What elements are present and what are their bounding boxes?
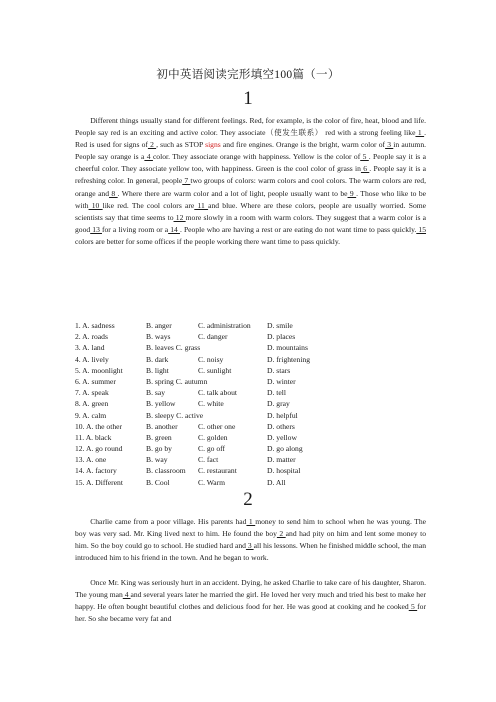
option-b: B. Cool <box>146 477 170 487</box>
option-c: C. danger <box>198 332 228 342</box>
option-c: C. other one <box>198 421 236 431</box>
option-row <box>75 443 426 454</box>
blank-7: 7 <box>182 176 191 186</box>
option-d: D. frightening <box>267 354 311 364</box>
option-b: B. way <box>146 455 168 465</box>
option-d: D. go along <box>267 444 303 454</box>
option-b: B. green <box>146 432 172 442</box>
option-d: D. places <box>267 332 296 342</box>
blank-8: 8 <box>109 188 118 198</box>
option-d: D. tell <box>267 388 286 398</box>
blank-1: 1 <box>415 128 425 138</box>
option-a: 2. A. roads <box>75 332 108 342</box>
passage-text: in autumn. People say orange is a <box>75 140 427 162</box>
passage-text: . Red is used for signs of <box>75 128 427 150</box>
passage-text: and had pity on him and lent some money to him. So the boy could go to school. He studied hard and <box>75 529 426 551</box>
option-c: C. fact <box>198 455 219 465</box>
option-b: B. classroom <box>146 466 186 476</box>
option-b: B. spring C. autumn <box>146 376 208 386</box>
option-b: B. another <box>146 421 178 431</box>
passage-text: money to send him to school when he was young. The boy was very sad. Mr. King lived next to him. He found the boy <box>75 517 426 539</box>
option-c: C. white <box>198 399 224 409</box>
blank-3: 3 <box>385 140 394 150</box>
blank-5: 5 <box>360 152 369 162</box>
option-d: D. stars <box>267 365 291 375</box>
option-row <box>75 320 426 331</box>
option-a: 6. A. summer <box>75 376 116 386</box>
option-b: B. ways <box>146 332 171 342</box>
blank-4: 4 <box>144 152 153 162</box>
option-b: B. go by <box>146 444 172 454</box>
blank-11: 11 <box>194 200 209 210</box>
option-c: C. sunlight <box>198 365 232 375</box>
blank-10: 10 <box>88 200 103 210</box>
passage-text: and several years later he married the girl. He loved her very much and tried his best to make her happy. He often bought beautiful clothes and delicious food for her. He was good at cooking and he cooked <box>75 590 426 612</box>
passage-text: . Where there are warm color and a lot of light, people usually want to be <box>117 188 348 198</box>
option-row <box>75 376 426 387</box>
option-b: B. yellow <box>146 399 176 409</box>
option-a: 3. A. land <box>75 343 105 353</box>
option-a: 4. A. lively <box>75 354 109 364</box>
passage-text: . Those who like to be with <box>75 188 427 210</box>
option-c: C. Warm <box>198 477 226 487</box>
option-b: B. light <box>146 365 169 375</box>
blank-2: 2 <box>147 140 157 150</box>
option-c: C. go off <box>198 444 226 454</box>
passage-text: , such as STOP <box>156 140 206 150</box>
blank-13: 13 <box>90 224 102 234</box>
option-c: C. noisy <box>198 354 224 364</box>
section-number: 2 <box>243 489 253 510</box>
option-d: D. hospital <box>267 466 301 476</box>
option-row <box>75 365 426 376</box>
option-row <box>75 432 426 443</box>
option-c: C. administration <box>198 321 251 330</box>
highlighted-word: signs <box>205 140 221 150</box>
option-d: D. yellow <box>267 432 297 442</box>
blank-14: 14 <box>168 224 180 234</box>
option-row <box>75 454 426 465</box>
passage-text: Different things usually stand for different feelings. Red, for example, is the color of fire, heat, blood and life. People say red is an exciting and active color. They associate（使发生联系） red with a strong feeling like <box>75 116 426 138</box>
option-row <box>75 331 426 342</box>
option-c: C. golden <box>198 432 228 442</box>
option-row <box>75 354 426 365</box>
option-d: D. helpful <box>267 410 298 420</box>
option-a: 7. A. speak <box>75 388 109 398</box>
option-a: 12. A. go round <box>75 444 123 454</box>
passage-text: more slowly in a room with warm colors. They suggest that a warm color is a good <box>75 212 427 234</box>
passage-text: all his lessons. When he finished middle school, the man introduced him to his friend in the town. And he began to work. <box>75 541 427 563</box>
option-a: 11. A. black <box>75 432 112 442</box>
option-b: B. leaves C. grass <box>146 343 201 353</box>
option-a: 5. A. moonlight <box>75 365 123 375</box>
blank-6: 6 <box>360 164 370 174</box>
option-d: D. winter <box>267 376 296 386</box>
passage-text: and fire engines. Orange is the bright, warm color of <box>220 140 386 150</box>
passage-text: . People who are having a rest or are eating do not want time to pass quickly. <box>179 224 417 234</box>
option-a: 1. A. sadness <box>75 321 115 330</box>
option-row <box>75 398 426 409</box>
option-d: D. others <box>267 421 295 431</box>
blank-1: 1 <box>246 517 256 526</box>
option-a: 14. A. factory <box>75 466 117 476</box>
option-a: 8. A. green <box>75 399 109 409</box>
blank-15: 15 <box>416 224 427 234</box>
option-a: 10. A. the other <box>75 421 123 431</box>
option-d: D. matter <box>267 455 296 465</box>
passage-text: . People say it is a cheerful color. They associate yellow too, with happiness. Green is the cool color of grass in <box>75 152 426 174</box>
option-a: 15. A. Different <box>75 477 123 487</box>
option-c: C. talk about <box>198 388 238 398</box>
passage-text: like red. The cool colors are <box>102 200 195 210</box>
option-b: B. anger <box>146 321 172 330</box>
passage-2-paragraph-2 <box>75 577 426 625</box>
blank-5: 5 <box>408 602 418 612</box>
option-b: B. dark <box>146 354 169 364</box>
option-row <box>75 421 426 432</box>
option-d: D. gray <box>267 399 290 409</box>
passage-text: and blue. Where are these colors, people are usually worried. Some scientists say that time seems to <box>75 200 427 222</box>
passage-text: two groups of colors: warm colors and cool colors. The warm colors are red, orange and <box>75 176 426 198</box>
option-d: D. mountains <box>267 343 308 353</box>
passage-text: for a living room or a <box>101 224 169 234</box>
blank-12: 12 <box>173 212 186 222</box>
option-row <box>75 465 426 476</box>
answer-options <box>75 320 426 488</box>
blank-2: 2 <box>276 529 286 539</box>
option-d: D. smile <box>267 321 293 330</box>
option-a: 13. A. one <box>75 455 107 465</box>
option-c: C. restaurant <box>198 466 237 476</box>
option-a: 9. A. calm <box>75 410 107 420</box>
passage-2-paragraph-1 <box>75 516 426 564</box>
passage-text: Charlie came from a poor village. His parents had <box>90 517 247 526</box>
blank-3: 3 <box>245 541 254 551</box>
passage-text: colors are better for some offices if the people working there want time to pass quickly. <box>75 236 341 246</box>
blank-9: 9 <box>347 188 357 198</box>
option-row <box>75 387 426 398</box>
option-b: B. say <box>146 388 165 398</box>
section-number: 1 <box>243 88 253 109</box>
passage-text: . People say it is a refreshing color. In general, people <box>75 164 426 186</box>
option-row <box>75 477 426 488</box>
passage-text: Once Mr. King was seriously hurt in an accident. Dying, he asked Charlie to take care of his daughter, Sharon. The young man <box>75 578 426 600</box>
passage-text: for her. So she became very fat and <box>75 602 427 624</box>
passage-1-paragraph <box>75 115 426 248</box>
passage-text: color. They associate orange with happiness. Yellow is the color of <box>152 152 361 162</box>
option-row <box>75 410 426 421</box>
document-title: 初中英语阅读完形填空100篇（一） <box>156 69 340 81</box>
option-row <box>75 342 426 353</box>
option-d: D. All <box>267 477 286 487</box>
blank-4: 4 <box>122 590 131 600</box>
option-b: B. sleepy C. active <box>146 410 204 420</box>
